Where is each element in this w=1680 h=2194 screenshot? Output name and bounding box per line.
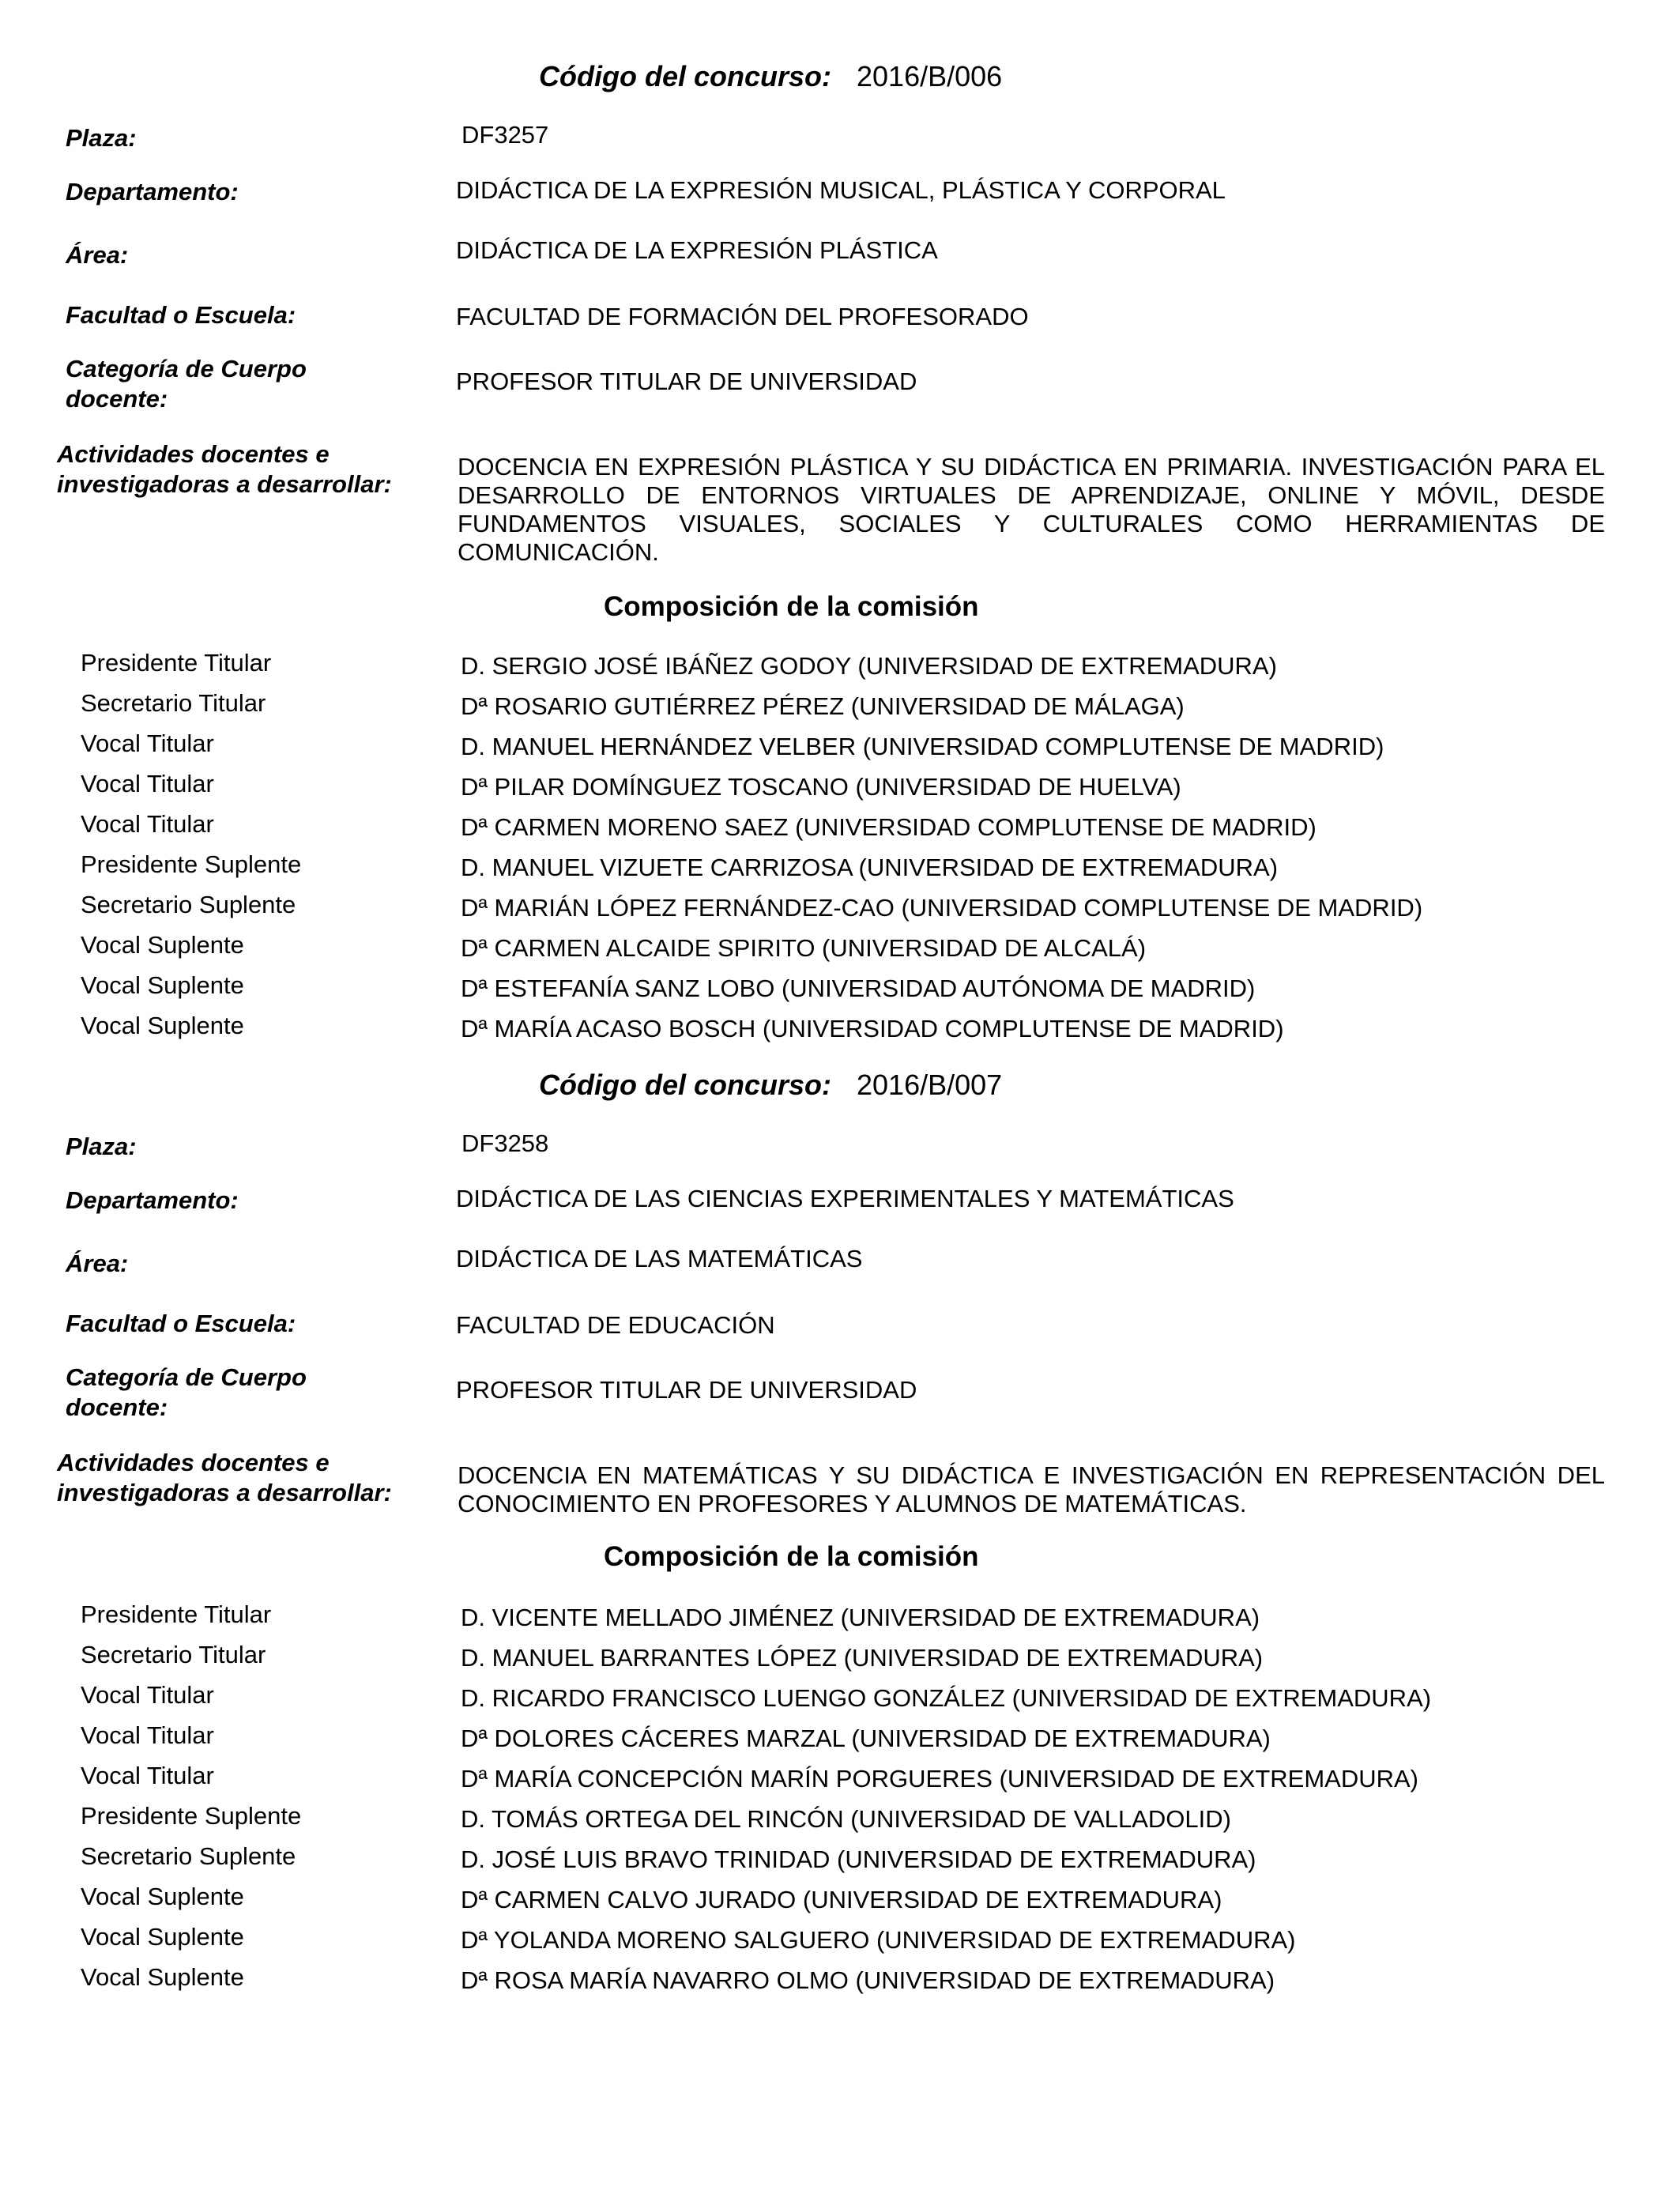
commission-member: Dª MARIÁN LÓPEZ FERNÁNDEZ-CAO (UNIVERSIDAD COMPLUTENSE DE MADRID)	[461, 894, 1423, 922]
commission-role: Vocal Suplente	[81, 1883, 244, 1910]
commission-role: Vocal Titular	[81, 770, 214, 797]
commission-role: Vocal Suplente	[81, 1012, 244, 1039]
commission-member: Dª MARÍA CONCEPCIÓN MARÍN PORGUERES (UNIVERSIDAD DE EXTREMADURA)	[461, 1765, 1418, 1793]
commission-role: Vocal Suplente	[81, 1923, 244, 1951]
commission-role: Vocal Suplente	[81, 1963, 244, 1991]
commission-member: Dª MARÍA ACASO BOSCH (UNIVERSIDAD COMPLUTENSE DE MADRID)	[461, 1015, 1284, 1042]
commission-member: Dª ROSA MARÍA NAVARRO OLMO (UNIVERSIDAD DE EXTREMADURA)	[461, 1966, 1275, 1994]
commission-role: Vocal Titular	[81, 1721, 214, 1749]
actividades-label-line2: investigadoras a desarrollar:	[57, 1479, 392, 1506]
categoria-value: PROFESOR TITULAR DE UNIVERSIDAD	[456, 1376, 917, 1404]
commission-role: Vocal Titular	[81, 1762, 214, 1789]
commission-member: Dª CARMEN ALCAIDE SPIRITO (UNIVERSIDAD DE ALCALÁ)	[461, 934, 1147, 962]
facultad-label: Facultad o Escuela:	[66, 301, 296, 329]
categoria-label-line1: Categoría de Cuerpo	[66, 1363, 307, 1391]
plaza-value: DF3258	[461, 1129, 549, 1157]
commission-member: Dª CARMEN CALVO JURADO (UNIVERSIDAD DE EXTREMADURA)	[461, 1886, 1222, 1913]
plaza-label: Plaza:	[66, 1133, 137, 1160]
facultad-value: FACULTAD DE FORMACIÓN DEL PROFESORADO	[456, 303, 1029, 330]
commission-role: Presidente Suplente	[81, 850, 302, 878]
commission-member: Dª ESTEFANÍA SANZ LOBO (UNIVERSIDAD AUTÓNOMA DE MADRID)	[461, 974, 1256, 1002]
area-value: DIDÁCTICA DE LA EXPRESIÓN PLÁSTICA	[456, 236, 938, 264]
area-label: Área:	[66, 1250, 129, 1277]
commission-member: D. MANUEL VIZUETE CARRIZOSA (UNIVERSIDAD DE EXTREMADURA)	[461, 854, 1279, 881]
commission-role: Secretario Titular	[81, 689, 266, 717]
commission-role: Vocal Suplente	[81, 971, 244, 999]
commission-member: Dª CARMEN MORENO SAEZ (UNIVERSIDAD COMPLUTENSE DE MADRID)	[461, 813, 1317, 841]
commission-role: Vocal Suplente	[81, 931, 244, 959]
commission-role: Vocal Titular	[81, 810, 214, 838]
contest-code-label: Código del concurso:	[539, 60, 832, 92]
actividades-value: DOCENCIA EN EXPRESIÓN PLÁSTICA Y SU DIDÁCTICA EN PRIMARIA. INVESTIGACIÓN PARA EL DESARROLLO DE ENTORNOS VIRTUALES DE APRENDIZAJE, ONLINE Y MÓVIL, DESDE FUNDAMENTOS VISUALES, SOCIALES Y CULTURALES COMO HERRAMIENTAS DE COMUNICACIÓN.	[458, 453, 1605, 566]
departamento-value: DIDÁCTICA DE LA EXPRESIÓN MUSICAL, PLÁSTICA Y CORPORAL	[456, 176, 1226, 204]
commission-member: D. RICARDO FRANCISCO LUENGO GONZÁLEZ (UNIVERSIDAD DE EXTREMADURA)	[461, 1684, 1432, 1712]
area-value: DIDÁCTICA DE LAS MATEMÁTICAS	[456, 1245, 863, 1272]
commission-member: Dª DOLORES CÁCERES MARZAL (UNIVERSIDAD DE EXTREMADURA)	[461, 1725, 1271, 1752]
departamento-value: DIDÁCTICA DE LAS CIENCIAS EXPERIMENTALES Y MATEMÁTICAS	[456, 1185, 1234, 1212]
commission-member: D. SERGIO JOSÉ IBÁÑEZ GODOY (UNIVERSIDAD DE EXTREMADURA)	[461, 652, 1277, 680]
commission-role: Secretario Titular	[81, 1641, 266, 1668]
departamento-label: Departamento:	[66, 1186, 239, 1214]
categoria-label-line2: docente:	[66, 385, 168, 413]
commission-member: Dª ROSARIO GUTIÉRREZ PÉREZ (UNIVERSIDAD DE MÁLAGA)	[461, 692, 1185, 720]
commission-member: D. TOMÁS ORTEGA DEL RINCÓN (UNIVERSIDAD DE VALLADOLID)	[461, 1805, 1231, 1833]
contest-code: 2016/B/006	[857, 60, 1003, 92]
area-label: Área:	[66, 241, 129, 269]
commission-role: Vocal Titular	[81, 1681, 214, 1709]
commission-role: Secretario Suplente	[81, 1842, 296, 1870]
categoria-value: PROFESOR TITULAR DE UNIVERSIDAD	[456, 368, 917, 395]
actividades-label-line1: Actividades docentes e	[57, 440, 330, 468]
commission-member: Dª PILAR DOMÍNGUEZ TOSCANO (UNIVERSIDAD DE HUELVA)	[461, 773, 1181, 801]
actividades-label-line2: investigadoras a desarrollar:	[57, 470, 392, 498]
commission-member: D. MANUEL HERNÁNDEZ VELBER (UNIVERSIDAD COMPLUTENSE DE MADRID)	[461, 733, 1384, 760]
facultad-value: FACULTAD DE EDUCACIÓN	[456, 1311, 775, 1339]
commission-role: Presidente Titular	[81, 649, 272, 677]
actividades-label-line1: Actividades docentes e	[57, 1449, 330, 1476]
actividades-value: DOCENCIA EN MATEMÁTICAS Y SU DIDÁCTICA E INVESTIGACIÓN EN REPRESENTACIÓN DEL CONOCIMIENTO EN PROFESORES Y ALUMNOS DE MATEMÁTICAS.	[458, 1461, 1605, 1517]
commission-heading: Composición de la comisión	[604, 591, 979, 622]
departamento-label: Departamento:	[66, 178, 239, 205]
facultad-label: Facultad o Escuela:	[66, 1310, 296, 1337]
commission-member: D. MANUEL BARRANTES LÓPEZ (UNIVERSIDAD DE EXTREMADURA)	[461, 1644, 1264, 1672]
commission-heading: Composición de la comisión	[604, 1541, 979, 1572]
categoria-label-line1: Categoría de Cuerpo	[66, 355, 307, 383]
commission-role: Vocal Titular	[81, 729, 214, 757]
commission-member: D. VICENTE MELLADO JIMÉNEZ (UNIVERSIDAD DE EXTREMADURA)	[461, 1604, 1260, 1631]
plaza-value: DF3257	[461, 121, 549, 149]
contest-code-label: Código del concurso:	[539, 1069, 832, 1101]
contest-code: 2016/B/007	[857, 1069, 1003, 1101]
commission-role: Presidente Titular	[81, 1600, 272, 1628]
commission-role: Presidente Suplente	[81, 1802, 302, 1830]
plaza-label: Plaza:	[66, 124, 137, 152]
categoria-label-line2: docente:	[66, 1393, 168, 1421]
commission-member: Dª YOLANDA MORENO SALGUERO (UNIVERSIDAD DE EXTREMADURA)	[461, 1926, 1296, 1954]
commission-role: Secretario Suplente	[81, 891, 296, 918]
commission-member: D. JOSÉ LUIS BRAVO TRINIDAD (UNIVERSIDAD DE EXTREMADURA)	[461, 1845, 1256, 1873]
